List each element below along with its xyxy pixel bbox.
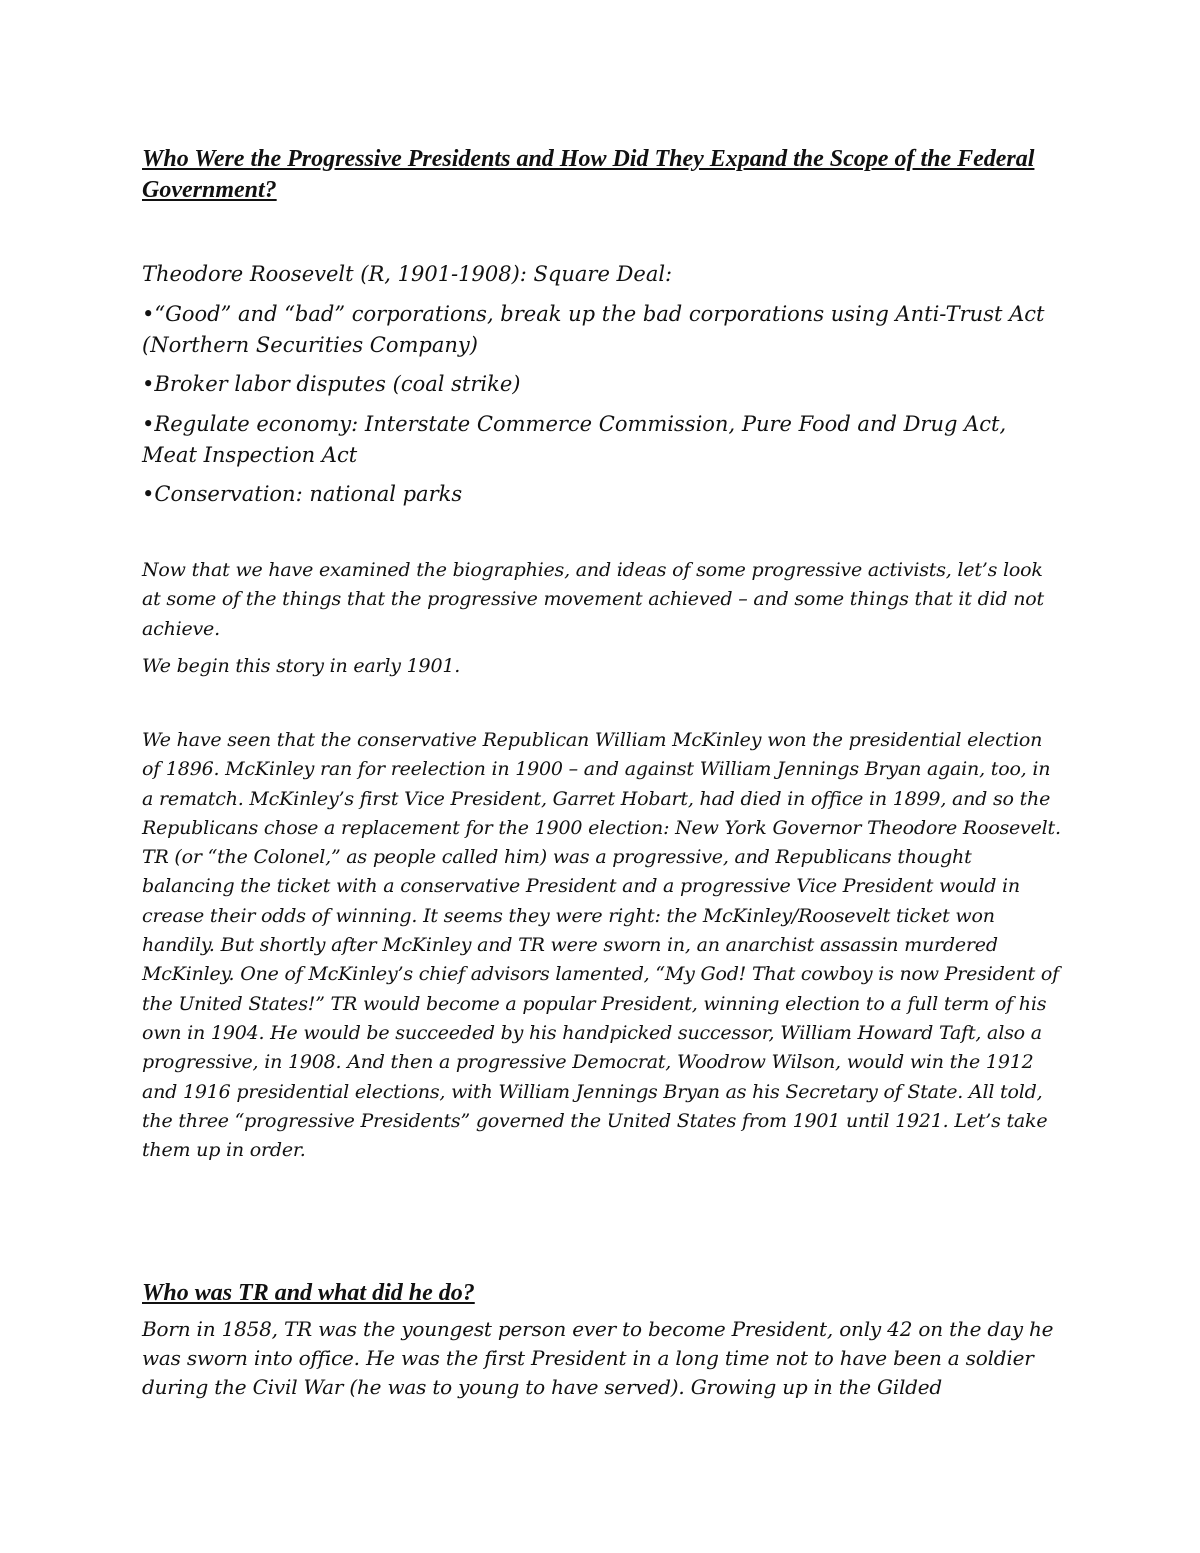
bullet-item: •Regulate economy: Interstate Commerce Commission, Pure Food and Drug Act, Meat Inspection Act	[142, 412, 1007, 467]
section-heading: Who was TR and what did he do?	[142, 1280, 475, 1306]
history-paragraph: We have seen that the conservative Republican William McKinley won the presidential election of 1896. McKinley ran for reelection in 1900 – and against William Jennings Bryan again, too, in a rematch. McKinley’s first Vice President, Garret Hobart, had died in office in 1899, and so the Republicans chose a replacement for the 1900 election: New York Governor Theodore Roosevelt. TR (or “the Colonel,” as people called him) was a progressive, and Republicans thought balancing the ticket with a conservative President and a progressive Vice President would in crease their odds of winning. It seems they were right: the McKinley/Roosevelt ticket won handily. But shortly after McKinley and TR were sworn in, an anarchist assassin murdered McKinley. One of McKinley’s chief advisors lamented, “My God! That cowboy is now President of the United States!” TR would become a popular President, winning election to a full term of his own in 1904. He would be succeeded by his handpicked successor, William Howard Taft, also a progressive, in 1908. And then a progressive Democrat, Woodrow Wilson, would win the 1912 and 1916 presidential elections, with William Jennings Bryan as his Secretary of State. All told, the three “progressive Presidents” governed the United States from 1901 until 1921. Let’s take them up in order.	[142, 729, 1061, 1162]
bullet-item: •Broker labor disputes (coal strike)	[142, 372, 521, 396]
intro-paragraph: Now that we have examined the biographies, and ideas of some progressive activists, let’s look at some of the things that the progressive movement achieved – and some things that it did not achieve.	[142, 559, 1044, 640]
square-deal-heading: Theodore Roosevelt (R, 1901-1908): Square Deal:	[142, 262, 673, 286]
section-paragraph: Born in 1858, TR was the youngest person ever to become President, only 42 on the day he was sworn into office. He was the first President in a long time not to have been a soldier during the Civil War (he was to young to have served). Growing up in the Gilded	[142, 1317, 1054, 1399]
bullet-item: •“Good” and “bad” corporations, break up the bad corporations using Anti-Trust Act (Northern Securities Company)	[142, 302, 1045, 357]
bullet-item: •Conservation: national parks	[142, 482, 463, 506]
page-title: Who Were the Progressive Presidents and How Did They Expand the Scope of the Federal Government?	[142, 146, 1035, 203]
intro-paragraph: We begin this story in early 1901.	[142, 655, 461, 677]
